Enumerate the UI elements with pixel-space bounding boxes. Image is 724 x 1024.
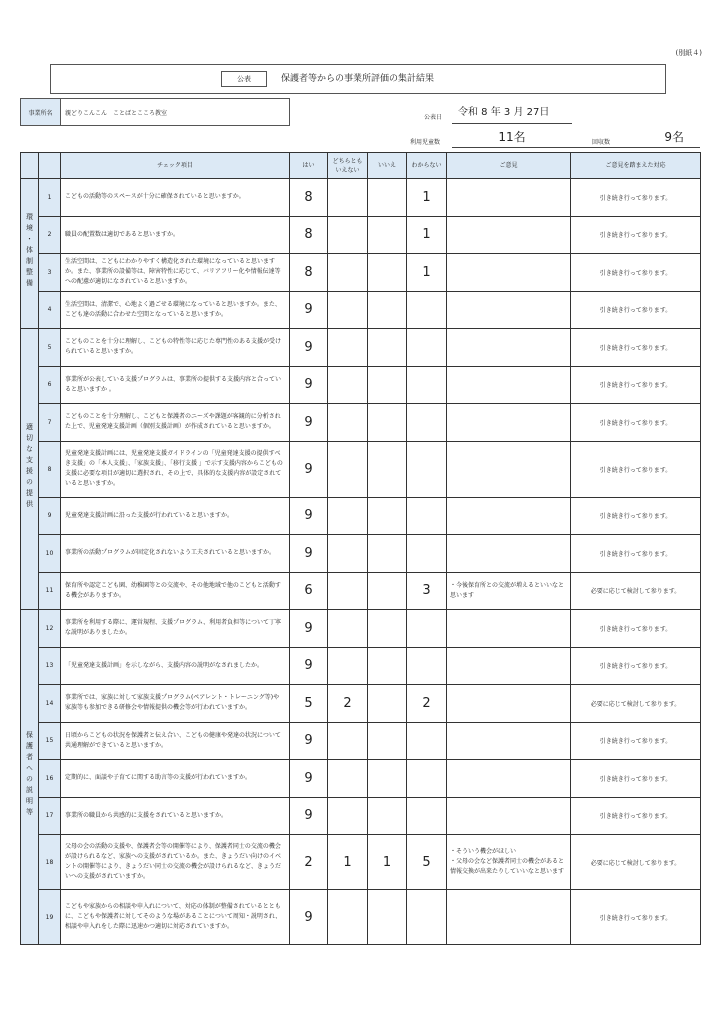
count-yes: 5 [290, 685, 328, 723]
users-label: 利用児童数 [410, 139, 441, 146]
item-number: 19 [39, 890, 61, 945]
question: 定期的に、面談や子育てに関する助言等の支援が行われていますか。 [61, 760, 290, 798]
count-no [368, 722, 407, 760]
header-opinion: ご意見 [447, 153, 571, 179]
opinion [447, 291, 571, 329]
opinion [447, 179, 571, 217]
count-no [368, 291, 407, 329]
count-no [368, 535, 407, 573]
count-no [368, 216, 407, 254]
table-row [21, 835, 701, 890]
count-yes: 8 [290, 216, 328, 254]
count-neutral: 1 [328, 835, 368, 890]
section-name: 環境・体制整備 [25, 213, 34, 290]
count-neutral [328, 497, 368, 535]
opinion [447, 647, 571, 685]
response: 引き続き行って参ります。 [571, 216, 701, 254]
table-row [21, 497, 701, 535]
item-number: 6 [39, 366, 61, 404]
response: 引き続き行って参ります。 [571, 254, 701, 292]
response: 引き続き行って参ります。 [571, 610, 701, 648]
opinion [447, 366, 571, 404]
count-no [368, 441, 407, 497]
header-blank [39, 153, 61, 179]
question: 日頃からこどもの状況を保護者と伝え合い、こどもの健康や発達の状況について共通理解ができていると思いますか。 [61, 722, 290, 760]
table-row [21, 216, 701, 254]
count-unknown [407, 441, 447, 497]
question: こどもや家族からの相談や申入れについて、対応の体制が整備されているとともに、こどもや保護者に対してそのような場があることについて周知・説明され、相談や申入れをした際に迅速かつ適切に対応されていますか。 [61, 890, 290, 945]
item-number: 9 [39, 497, 61, 535]
section-name: 保護者への説明等 [25, 731, 34, 819]
count-neutral [328, 647, 368, 685]
count-yes: 9 [290, 329, 328, 367]
item-number: 5 [39, 329, 61, 367]
count-no [368, 647, 407, 685]
count-unknown [407, 291, 447, 329]
count-yes: 9 [290, 760, 328, 798]
question: 事業所の活動プログラムが固定化されないよう工夫されていると思いますか。 [61, 535, 290, 573]
question: こどものことを十分に理解し、こどもの特性等に応じた専門性のある支援が受けられていると思いますか。 [61, 329, 290, 367]
count-unknown: 3 [407, 572, 447, 610]
count-neutral [328, 572, 368, 610]
item-number: 13 [39, 647, 61, 685]
count-yes: 9 [290, 404, 328, 442]
table-row [21, 291, 701, 329]
response: 必要に応じて検討して参ります。 [571, 835, 701, 890]
count-neutral: 2 [328, 685, 368, 723]
item-number: 11 [39, 572, 61, 610]
count-no [368, 797, 407, 835]
item-number: 2 [39, 216, 61, 254]
section-name: 適切な支援の提供 [25, 423, 34, 511]
count-yes: 9 [290, 441, 328, 497]
item-number: 8 [39, 441, 61, 497]
responses-count: 9名 [572, 128, 700, 148]
count-yes: 9 [290, 366, 328, 404]
opinion [447, 404, 571, 442]
count-neutral [328, 441, 368, 497]
page-title: 保護者等からの事業所評価の集計結果 [281, 74, 435, 84]
response: 引き続き行って参ります。 [571, 366, 701, 404]
opinion [447, 441, 571, 497]
count-no [368, 572, 407, 610]
count-neutral [328, 797, 368, 835]
response: 引き続き行って参ります。 [571, 647, 701, 685]
response: 引き続き行って参ります。 [571, 179, 701, 217]
table-row [21, 760, 701, 798]
count-yes: 9 [290, 890, 328, 945]
section-label [21, 179, 39, 329]
table-row [21, 366, 701, 404]
count-no: 1 [368, 835, 407, 890]
count-neutral [328, 366, 368, 404]
item-number: 10 [39, 535, 61, 573]
response: 引き続き行って参ります。 [571, 797, 701, 835]
count-neutral [328, 610, 368, 648]
title-box [50, 64, 666, 94]
response: 引き続き行って参ります。 [571, 890, 701, 945]
count-unknown [407, 610, 447, 648]
opinion [447, 610, 571, 648]
table-row [21, 722, 701, 760]
count-neutral [328, 760, 368, 798]
count-neutral [328, 254, 368, 292]
item-number: 1 [39, 179, 61, 217]
count-neutral [328, 216, 368, 254]
publish-date: 令和 8 年 3 月 27日 [452, 104, 572, 124]
response: 必要に応じて検討して参ります。 [571, 572, 701, 610]
header-check-item: チェック項目 [61, 153, 290, 179]
opinion [447, 254, 571, 292]
count-unknown: 5 [407, 835, 447, 890]
question: 事業所では、家族に対して家族支援プログラム(ペアレント・トレーニング等)や家族等も参加できる研修会や情報提供の機会等が行われていますか。 [61, 685, 290, 723]
count-unknown [407, 497, 447, 535]
count-no [368, 404, 407, 442]
opinion [447, 722, 571, 760]
count-neutral [328, 291, 368, 329]
count-yes: 9 [290, 722, 328, 760]
count-no [368, 366, 407, 404]
count-unknown [407, 647, 447, 685]
count-unknown [407, 797, 447, 835]
response: 引き続き行って参ります。 [571, 404, 701, 442]
users-count: 11名 [452, 128, 572, 148]
count-neutral [328, 404, 368, 442]
opinion: ・今後保育所との交流が増えるといいなと思います [447, 572, 571, 610]
table-row [21, 572, 701, 610]
count-unknown [407, 890, 447, 945]
question: 保育所や認定こども園、幼稚園等との交流や、その他地域で他のこどもと活動する機会がありますか。 [61, 572, 290, 610]
count-unknown: 1 [407, 216, 447, 254]
publish-label: 公表日 [424, 114, 443, 121]
question: 「児童発達支援計画」を示しながら、支援内容の説明がなされましたか。 [61, 647, 290, 685]
count-yes: 6 [290, 572, 328, 610]
count-neutral [328, 722, 368, 760]
section-label [21, 329, 39, 610]
count-no [368, 329, 407, 367]
count-yes: 9 [290, 797, 328, 835]
response: 引き続き行って参ります。 [571, 497, 701, 535]
item-number: 17 [39, 797, 61, 835]
item-number: 3 [39, 254, 61, 292]
table-row [21, 647, 701, 685]
count-unknown [407, 535, 447, 573]
question: こどものことを十分理解し、こどもと保護者のニーズや課題が客観的に分析された上で、児童発達支援計画（個別支援計画）が作成されていると思いますか。 [61, 404, 290, 442]
header-unknown: わからない [407, 153, 447, 179]
header-yes: はい [290, 153, 328, 179]
question: 生活空間は、こどもにわかりやすく構造化された環境になっていると思いますか。また、事業所の設備等は、障害特性に応じて、バリアフリー化や情報伝達等への配慮が適切になされていると思いますか。 [61, 254, 290, 292]
table-row [21, 254, 701, 292]
count-neutral [328, 890, 368, 945]
opinion [447, 797, 571, 835]
count-neutral [328, 179, 368, 217]
office-box [20, 98, 290, 126]
table-row [21, 610, 701, 648]
item-number: 14 [39, 685, 61, 723]
response: 引き続き行って参ります。 [571, 329, 701, 367]
count-neutral [328, 329, 368, 367]
office-name: 親どりこんこん ことばとこころ教室 [65, 109, 168, 117]
count-unknown: 2 [407, 685, 447, 723]
question: こどもの活動等のスペースが十分に確保されていると思いますか。 [61, 179, 290, 217]
count-unknown [407, 760, 447, 798]
opinion [447, 760, 571, 798]
question: 事業所が公表している支援プログラムは、事業所の提供する支援内容と合っていると思いますか 。 [61, 366, 290, 404]
response: 引き続き行って参ります。 [571, 441, 701, 497]
item-number: 12 [39, 610, 61, 648]
count-unknown [407, 366, 447, 404]
count-yes: 9 [290, 610, 328, 648]
count-unknown [407, 722, 447, 760]
header-response: ご意見を踏まえた対応 [571, 153, 701, 179]
responses-label: 回収数 [592, 139, 611, 146]
count-yes: 2 [290, 835, 328, 890]
question: 職員の配置数は適切であると思いますか。 [61, 216, 290, 254]
question: 父母の会の活動の支援や、保護者会等の開催等により、保護者同士の交流の機会が設けられるなど、家族への支援がされているか。また、きょうだい向けのイベントの開催等により、きょうだい同士の交流の機会が設けられるなど、きょうだいへの支援がされていますか。 [61, 835, 290, 890]
opinion [447, 329, 571, 367]
response: 引き続き行って参ります。 [571, 535, 701, 573]
header-neutral: どちらとも いえない [328, 153, 368, 179]
count-no [368, 685, 407, 723]
office-label: 事業所名 [21, 99, 61, 125]
question: 児童発達支援計画には、児童発達支援ガイドラインの「児童発達支援の提供すべき支援」の「本人支援」、「家族支援」、「移行支援 」で示す支援内容からこどもの支援に必要な項目が適切に選択され、その上で、具体的な支援内容が設定されていると思いますか。 [61, 441, 290, 497]
question: 事業所を利用する際に、運営規程、支援プログラム、利用者負担等について丁寧な説明がありましたか。 [61, 610, 290, 648]
table-row [21, 179, 701, 217]
opinion [447, 497, 571, 535]
count-yes: 9 [290, 535, 328, 573]
question: 生活空間は、清潔で、心地よく過ごせる環境になっていると思いますか。また、こども達の活動に合わせた空間となっていると思いますか。 [61, 291, 290, 329]
opinion [447, 535, 571, 573]
count-no [368, 179, 407, 217]
table-row [21, 890, 701, 945]
table-row [21, 441, 701, 497]
evaluation-table [20, 152, 701, 945]
response: 引き続き行って参ります。 [571, 722, 701, 760]
count-unknown [407, 404, 447, 442]
question: 児童発達支援計画に沿った支援が行われていると思いますか。 [61, 497, 290, 535]
count-no [368, 890, 407, 945]
count-no [368, 610, 407, 648]
response: 引き続き行って参ります。 [571, 291, 701, 329]
public-badge: 公表 [221, 71, 267, 87]
table-row [21, 797, 701, 835]
item-number: 4 [39, 291, 61, 329]
count-unknown: 1 [407, 254, 447, 292]
header-no: いいえ [368, 153, 407, 179]
header-blank [21, 153, 39, 179]
opinion [447, 685, 571, 723]
count-unknown [407, 329, 447, 367]
response: 引き続き行って参ります。 [571, 760, 701, 798]
question: 事業所の職員から共感的に支援をされていると思いますか。 [61, 797, 290, 835]
item-number: 18 [39, 835, 61, 890]
table-row [21, 685, 701, 723]
opinion: ・そういう機会がほしい ・父母の会など保護者同士の機会があると情報交換が出来たりしていいなと思います [447, 835, 571, 890]
count-yes: 9 [290, 647, 328, 685]
count-unknown: 1 [407, 179, 447, 217]
count-no [368, 254, 407, 292]
opinion [447, 216, 571, 254]
opinion [447, 890, 571, 945]
annex-label: (別紙４) [675, 49, 702, 57]
count-neutral [328, 535, 368, 573]
response: 必要に応じて検討して参ります。 [571, 685, 701, 723]
count-yes: 9 [290, 497, 328, 535]
count-yes: 9 [290, 291, 328, 329]
table-row [21, 329, 701, 367]
table-row [21, 404, 701, 442]
count-yes: 8 [290, 254, 328, 292]
section-label [21, 610, 39, 945]
item-number: 15 [39, 722, 61, 760]
count-no [368, 497, 407, 535]
item-number: 7 [39, 404, 61, 442]
table-row [21, 535, 701, 573]
count-yes: 8 [290, 179, 328, 217]
item-number: 16 [39, 760, 61, 798]
count-no [368, 760, 407, 798]
